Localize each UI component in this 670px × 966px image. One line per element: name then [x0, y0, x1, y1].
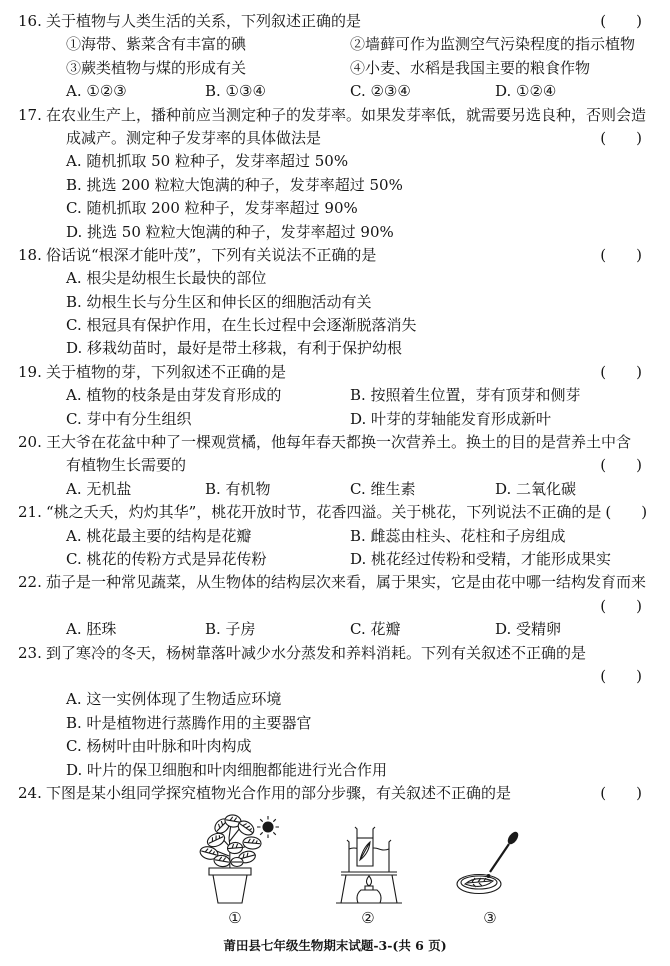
option-a: A. 桃花最主要的结构是花瓣 [66, 526, 252, 545]
option-c: C. 维生素 [350, 479, 416, 498]
question-text: 在农业生产上，播种前应当测定种子的发芽率。如果发芽率低，就需要另选良种，否则会造 [46, 105, 647, 124]
question-20-stem [0, 431, 670, 454]
alcohol-lamp [357, 886, 381, 903]
figure-2-water-bath [336, 827, 402, 903]
dropper-bulb [506, 831, 519, 846]
option-c: C. ②③④ [350, 82, 411, 101]
question-text: 王大爷在花盆中种了一棵观赏橘，他每年春天都换一次营养土。换土的目的是营养土中含 [46, 433, 632, 452]
question-17-option-row [0, 221, 670, 244]
option-b: B. 有机物 [205, 479, 271, 498]
question-18-stem [0, 244, 670, 267]
question-text: 有植物生长需要的 [66, 456, 187, 475]
figure-label-1: ① [228, 909, 242, 927]
question-23-option-row [0, 759, 670, 782]
figure-label-2: ② [361, 909, 375, 927]
pot-rim [209, 868, 251, 875]
option-b: B. 子房 [205, 620, 256, 639]
answer-blank: ( ) [600, 245, 642, 264]
question-number: 21. [18, 503, 42, 522]
option-b: B. 雌蕊由柱头、花柱和子房组成 [350, 526, 566, 545]
figure-3-petri-dish [457, 831, 520, 894]
question-24-figure [180, 805, 540, 930]
answer-blank: ( ) [605, 503, 648, 522]
question-text: 茄子是一种常见蔬菜，从生物体的结构层次来看，属于果实，它是由花中哪一结构发育而来 [46, 573, 647, 592]
question-number: 17. [18, 105, 42, 124]
answer-blank: ( ) [600, 783, 642, 802]
question-number: 18. [18, 245, 42, 264]
wire-gauze [341, 872, 397, 875]
option-a: A. 根尖是幼根生长最快的部位 [66, 269, 267, 288]
question-24-stem [0, 782, 670, 805]
answer-blank: ( ) [600, 666, 642, 685]
question-16-statements-row [0, 57, 670, 80]
option-c: C. 芽中有分生组织 [66, 409, 192, 428]
question-22-options-row [0, 618, 670, 641]
question-18-option-row [0, 291, 670, 314]
sun-disc [263, 822, 273, 832]
option-c: C. 随机抓取 200 粒种子，发芽率超过 90% [66, 199, 358, 218]
question-17-stem-continued [0, 127, 670, 150]
answer-blank: ( ) [600, 128, 642, 147]
question-18-option-row [0, 267, 670, 290]
option-a: A. 随机抓取 50 粒种子，发芽率超过 50% [66, 152, 349, 171]
sun-icon [257, 816, 279, 838]
option-a: A. 胚珠 [66, 620, 117, 639]
option-c: C. 桃花的传粉方式是异花传粉 [66, 549, 267, 568]
option-d: D. 挑选 50 粒粒大饱满的种子，发芽率超过 90% [66, 222, 394, 241]
option-c: C. 根冠具有保护作用，在生长过程中会逐渐脱落消失 [66, 316, 417, 335]
page-footer: 莆田县七年级生物期末试题-3-(共 6 页) [223, 938, 447, 953]
option-b: B. 挑选 200 粒粒大饱满的种子，发芽率超过 50% [66, 175, 403, 194]
question-18-option-row [0, 337, 670, 360]
question-text: 关于植物的芽，下列叙述不正确的是 [46, 362, 287, 381]
option-b: B. ①③④ [205, 82, 266, 101]
question-20-stem-continued [0, 454, 670, 477]
question-text: 下图是某小组同学探究植物光合作用的部分步骤，有关叙述不正确的是 [46, 783, 512, 802]
question-text: 关于植物与人类生活的关系，下列叙述正确的是 [46, 12, 362, 30]
pot-body [213, 875, 247, 903]
question-23-option-row [0, 735, 670, 758]
option-b: B. 叶是植物进行蒸腾作用的主要器官 [66, 713, 312, 732]
option-d: D. 桃花经过传粉和受精，才能形成果实 [350, 549, 612, 568]
question-number: 20. [18, 433, 42, 452]
question-19-stem [0, 361, 670, 384]
question-21-options-row [0, 548, 670, 571]
drop [487, 875, 490, 878]
question-23-option-row [0, 688, 670, 711]
question-16-options-row [0, 80, 670, 103]
statement-3: ③蕨类植物与煤的形成有关 [66, 58, 247, 77]
question-17-stem [0, 104, 670, 127]
question-16-stem [0, 10, 670, 33]
option-a: A. 植物的枝条是由芽发育形成的 [66, 386, 282, 405]
option-d: D. 二氧化碳 [495, 479, 577, 498]
dropper-icon [487, 831, 519, 878]
question-19-options-row [0, 408, 670, 431]
question-list [0, 10, 670, 805]
question-16-statements-row [0, 33, 670, 56]
statement-1: ①海带、紫菜含有丰富的碘 [66, 35, 247, 54]
dropper-tube [490, 844, 509, 872]
question-17-option-row [0, 197, 670, 220]
question-23-option-row [0, 712, 670, 735]
figure-1-potted-plant [199, 814, 262, 903]
option-a: A. 无机盐 [66, 479, 132, 498]
statement-4: ④小麦、水稻是我国主要的粮食作物 [350, 58, 591, 77]
petri-dish-outer [457, 875, 501, 894]
question-number: 19. [18, 362, 42, 381]
option-d: D. ①②④ [495, 82, 557, 101]
option-b: B. 按照着生位置，芽有顶芽和侧芽 [350, 386, 581, 405]
answer-blank: ( ) [600, 362, 642, 381]
lamp-flame [367, 876, 372, 886]
question-18-option-row [0, 314, 670, 337]
option-a: A. ①②③ [66, 82, 127, 101]
question-text: 俗话说“根深才能叶茂”，下列有关说法不正确的是 [46, 245, 377, 264]
question-text: 成减产。测定种子发芽率的具体做法是 [66, 128, 322, 147]
question-number: 16. [18, 12, 42, 30]
question-21-stem [0, 501, 670, 524]
question-23-stem [0, 642, 670, 665]
statement-2: ②墙藓可作为监测空气污染程度的指示植物 [350, 35, 636, 54]
option-c: C. 杨树叶由叶脉和叶肉构成 [66, 737, 252, 756]
question-19-options-row [0, 384, 670, 407]
inner-beaker [355, 827, 375, 866]
option-b: B. 幼根生长与分生区和伸长区的细胞活动有关 [66, 292, 372, 311]
answer-blank: ( ) [600, 12, 642, 30]
question-23-answer-row [0, 665, 670, 688]
figure-label-3: ③ [483, 909, 497, 927]
question-17-option-row [0, 150, 670, 173]
answer-blank: ( ) [600, 456, 642, 475]
question-22-stem [0, 571, 670, 594]
option-d: D. 受精卵 [495, 620, 562, 639]
question-22-answer-row [0, 595, 670, 618]
question-number: 23. [18, 643, 42, 662]
question-20-options-row [0, 478, 670, 501]
question-text: “桃之夭夭，灼灼其华”，桃花开放时节，花香四溢。关于桃花，下列说法不正确的是 [46, 503, 602, 522]
leaf [243, 836, 262, 850]
option-c: C. 花瓣 [350, 620, 401, 639]
question-17-option-row [0, 174, 670, 197]
option-d: D. 叶片的保卫细胞和叶肉细胞都能进行光合作用 [66, 760, 388, 779]
question-21-options-row [0, 525, 670, 548]
leaf [231, 858, 243, 867]
question-text: 到了寒冷的冬天，杨树靠落叶减少水分蒸发和养料消耗。下列有关叙述不正确的是 [46, 643, 587, 662]
option-d: D. 移栽幼苗时，最好是带土移栽，有利于保护幼根 [66, 339, 403, 358]
option-d: D. 叶芽的芽轴能发育形成新叶 [350, 409, 552, 428]
question-number: 24. [18, 783, 42, 802]
question-number: 22. [18, 573, 42, 592]
answer-blank: ( ) [600, 596, 642, 615]
option-a: A. 这一实例体现了生物适应环境 [66, 690, 282, 709]
